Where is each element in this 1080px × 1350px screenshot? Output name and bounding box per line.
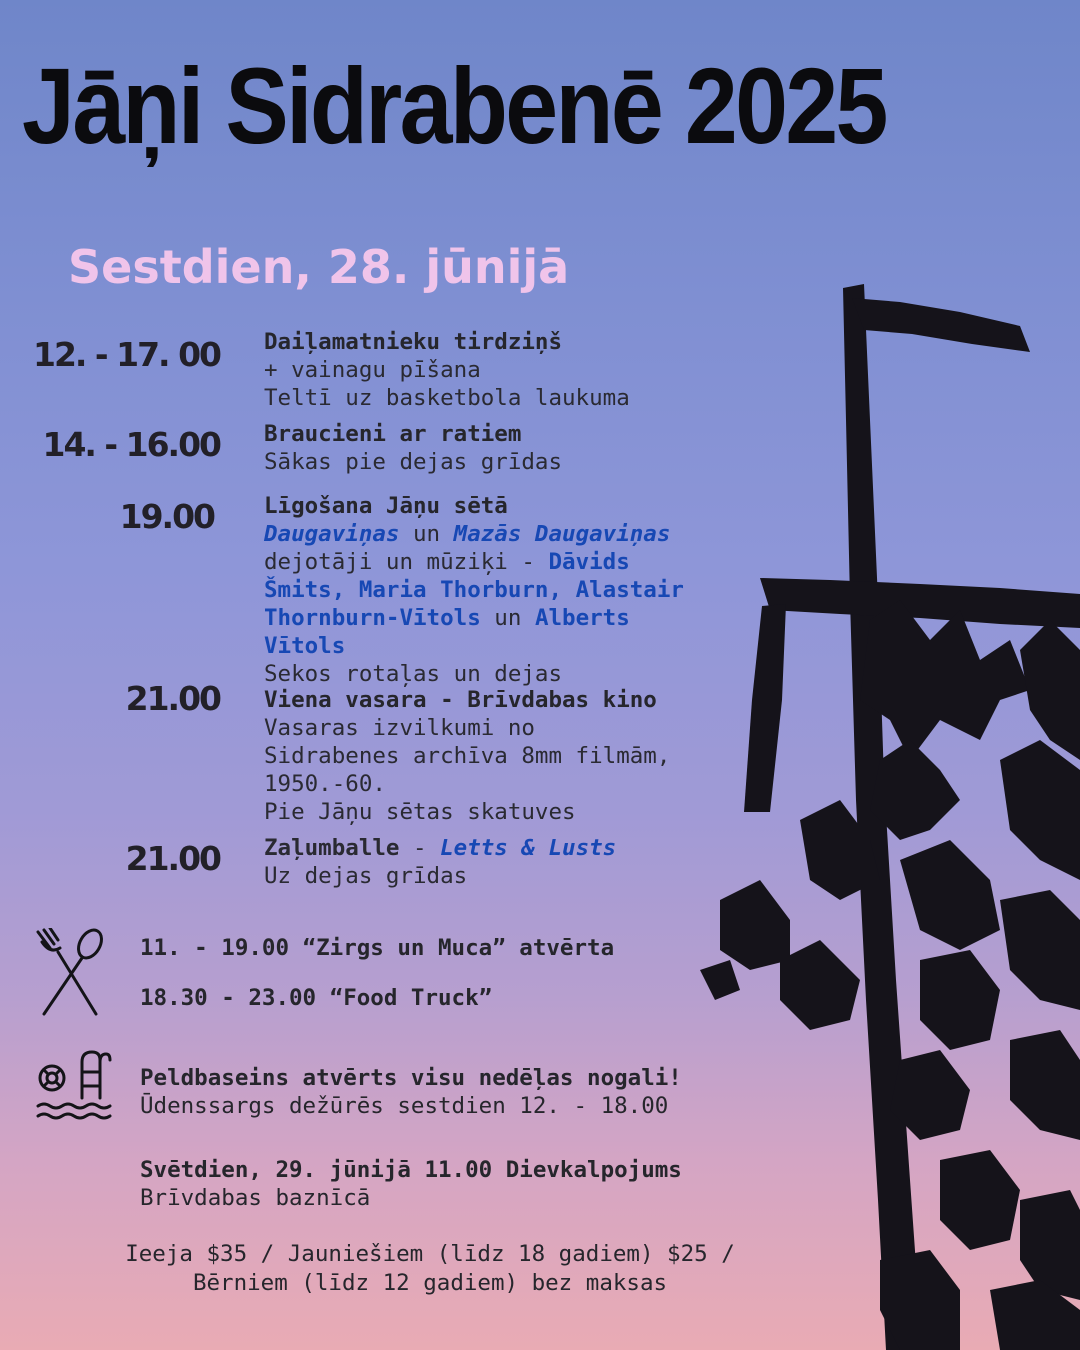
performer-maria: Maria Thorburn, — [358, 577, 563, 603]
event-dance — [264, 834, 764, 890]
band-name: Letts & Lusts — [440, 835, 617, 861]
performer-davids: Dāvids — [548, 549, 630, 575]
dash: - — [413, 835, 427, 861]
conjunction: un — [413, 521, 441, 547]
event-line: Uz dejas grīdas — [264, 863, 468, 889]
event-title: Līgošana Jāņu sētā — [264, 493, 508, 519]
event-time-carts: 14. - 16.00 — [42, 425, 220, 464]
pool-ladder-icon — [34, 1048, 114, 1124]
event-line: Sekos rotaļas un dejas — [264, 661, 563, 687]
performer-vitols: Vītols — [264, 633, 346, 659]
event-crafts — [264, 328, 764, 412]
event-line: Sidrabenes archīva 8mm filmām, — [264, 743, 671, 769]
event-line: Pie Jāņu sētas skatuves — [264, 799, 576, 825]
event-date: Sestdien, 28. jūnijā — [68, 240, 570, 294]
event-line: 1950.-60. — [264, 771, 386, 797]
event-line: Sākas pie dejas grīdas — [264, 449, 563, 475]
event-cinema — [264, 686, 764, 826]
performer-alastair: Alastair — [575, 577, 684, 603]
conjunction: un — [494, 605, 522, 631]
group-daugavinas: Daugaviņas — [264, 521, 400, 547]
event-line — [264, 834, 764, 862]
performer-thornburn: Thornburn-Vītols — [264, 605, 481, 631]
performers-intro: dejotāji un mūziķi - — [264, 549, 535, 575]
event-title: Viena vasara - Brīvdabas kino — [264, 687, 657, 713]
event-carts — [264, 420, 764, 476]
event-line — [264, 520, 764, 548]
event-line: Teltī uz basketbola laukuma — [264, 385, 630, 411]
event-title: Daiļamatnieku tirdziņš — [264, 329, 563, 355]
event-line: Vasaras izvilkumi no — [264, 715, 535, 741]
event-time-cinema: 21.00 — [125, 679, 220, 718]
event-line — [264, 604, 764, 632]
event-title: Zaļumballe — [264, 835, 400, 861]
page-title: Jāņi Sidrabenē 2025 — [22, 45, 886, 166]
performer-smits: Šmits, — [264, 577, 346, 603]
event-line: + vainagu pīšana — [264, 357, 481, 383]
group-mazas-daugavinas: Mazās Daugaviņas — [453, 521, 671, 547]
event-time-dance: 21.00 — [125, 839, 220, 878]
sunday-line-2: Brīvdabas baznīcā — [140, 1185, 371, 1211]
performer-alberts: Alberts — [534, 605, 630, 631]
fork-spoon-icon — [34, 928, 106, 1018]
admission-line-2: Bērniem (līdz 12 gadiem) bez maksas — [192, 1270, 668, 1296]
sunday-line-1: Svētdien, 29. jūnijā 11.00 Dievkalpojums — [140, 1157, 682, 1183]
event-time-ligosana: 19.00 — [119, 497, 214, 536]
event-time-crafts: 12. - 17. 00 — [32, 335, 220, 374]
event-title: Braucieni ar ratiem — [264, 421, 522, 447]
event-ligosana — [264, 492, 764, 688]
admission-line-1: Ieeja $35 / Jauniešiem (līdz 18 gadiem) $25 / — [125, 1241, 735, 1267]
pool-line-1: Peldbaseins atvērts visu nedēļas nogali! — [140, 1065, 682, 1091]
admission-info — [0, 1240, 860, 1298]
event-line — [264, 548, 764, 576]
food-line-1: 11. - 19.00 “Zirgs un Muca” atvērta — [140, 935, 615, 961]
event-line — [264, 576, 764, 604]
pool-line-2: Ūdenssargs dežūrēs sestdien 12. - 18.00 — [140, 1093, 669, 1119]
food-line-2: 18.30 - 23.00 “Food Truck” — [140, 985, 493, 1011]
